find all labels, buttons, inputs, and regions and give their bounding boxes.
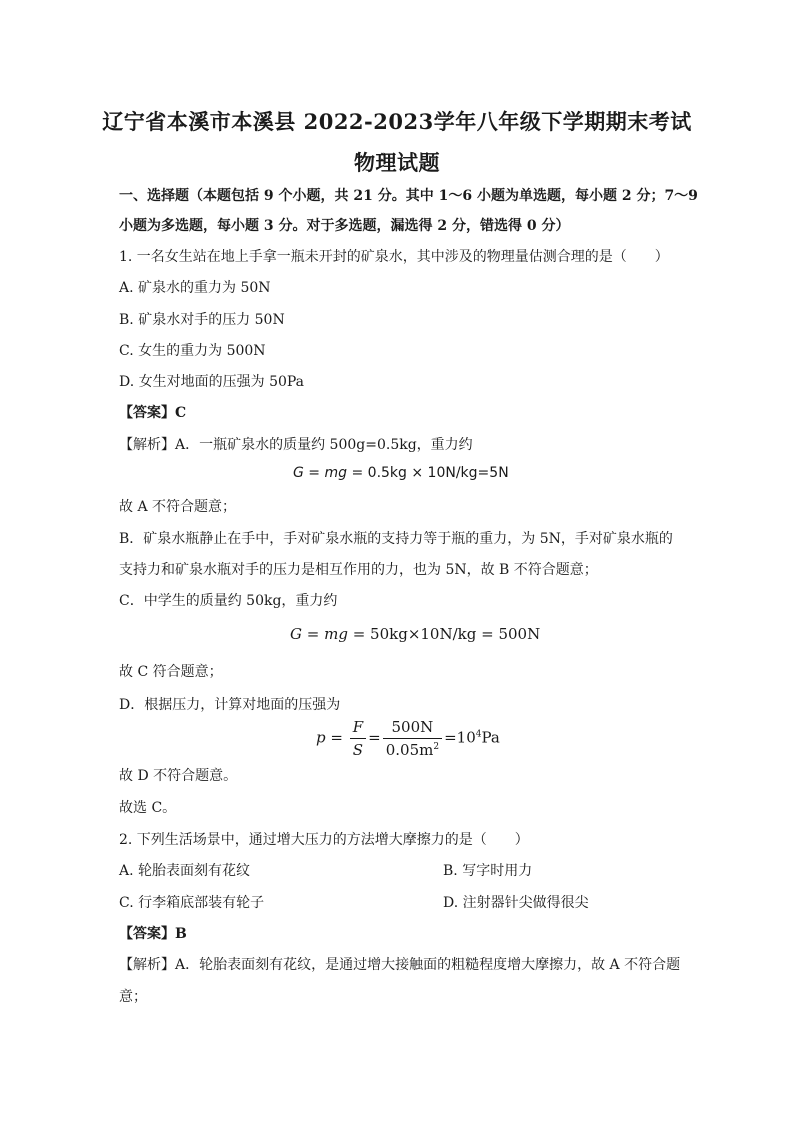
question-2-analysis-a-2: 意； xyxy=(119,989,147,1005)
question-1-option-b: B. 矿泉水对手的压力 50N xyxy=(119,312,285,328)
question-1-analysis-b-1: B．矿泉水瓶静止在手中，手对矿泉水瓶的支持力等于瓶的重力，为 5N，手对矿泉水瓶的 xyxy=(119,531,673,547)
question-1-option-c: C. 女生的重力为 500N xyxy=(119,343,266,359)
section-header: 一、选择题（本题包括 9 个小题，共 21 分。其中 1～6 小题为单选题，每小题 2 分；7～9 xyxy=(119,188,698,204)
question-1-analysis-c: C．中学生的质量约 50kg，重力约 xyxy=(119,593,338,609)
question-1-answer: 【答案】C xyxy=(119,405,187,421)
question-1-stem: 1. 一名女生站在地上手拿一瓶未开封的矿泉水，其中涉及的物理量估测合理的是（ ） xyxy=(119,249,669,265)
question-2-analysis-a-1: 【解析】A．轮胎表面刻有花纹，是通过增大接触面的粗糙程度增大摩擦力，故 A 不符合题 xyxy=(119,957,681,973)
question-2-stem: 2. 下列生活场景中，通过增大压力的方法增大摩擦力的是（ ） xyxy=(119,832,529,848)
section-header-cont: 小题为多选题，每小题 3 分。对于多选题，漏选得 2 分，错选得 0 分） xyxy=(119,218,570,234)
question-2-option-b: B. 写字时用力 xyxy=(443,863,533,879)
question-1-final: 故选 C。 xyxy=(119,800,177,816)
question-1-conclusion-c: 故 C 符合题意； xyxy=(119,664,223,680)
question-2-option-a: A. 轮胎表面刻有花纹 xyxy=(119,863,251,879)
document-subtitle: 物理试题 xyxy=(354,150,440,175)
question-1-conclusion-d: 故 D 不符合题意。 xyxy=(119,768,238,784)
formula-c: G = mg = 50kg×10N/kg = 500N xyxy=(290,625,541,643)
question-2-option-d: D. 注射器针尖做得很尖 xyxy=(443,895,589,911)
question-1-analysis-a: 【解析】A．一瓶矿泉水的质量约 500g=0.5kg，重力约 xyxy=(119,437,473,453)
formula-d: p = $\frac{F}{S}$ = $\frac{500N}{0.05m^2}$ $=10^4Pa$ xyxy=(316,718,500,759)
formula-a: G = mg = 0.5kg × 10N/kg=5N xyxy=(293,465,509,481)
question-1-analysis-b-2: 支持力和矿泉水瓶对手的压力是相互作用的力，也为 5N，故 B 不符合题意； xyxy=(119,562,598,578)
question-2-option-c: C. 行李箱底部装有轮子 xyxy=(119,895,265,911)
question-1-option-a: A. 矿泉水的重力为 50N xyxy=(119,280,271,296)
question-1-option-d: D. 女生对地面的压强为 50Pa xyxy=(119,374,305,390)
question-2-answer: 【答案】B xyxy=(119,926,187,942)
document-title: 辽宁省本溪市本溪县 2022-2023学年八年级下学期期末考试 xyxy=(102,109,692,134)
question-1-conclusion-a: 故 A 不符合题意； xyxy=(119,499,237,515)
question-1-analysis-d: D．根据压力，计算对地面的压强为 xyxy=(119,697,341,713)
